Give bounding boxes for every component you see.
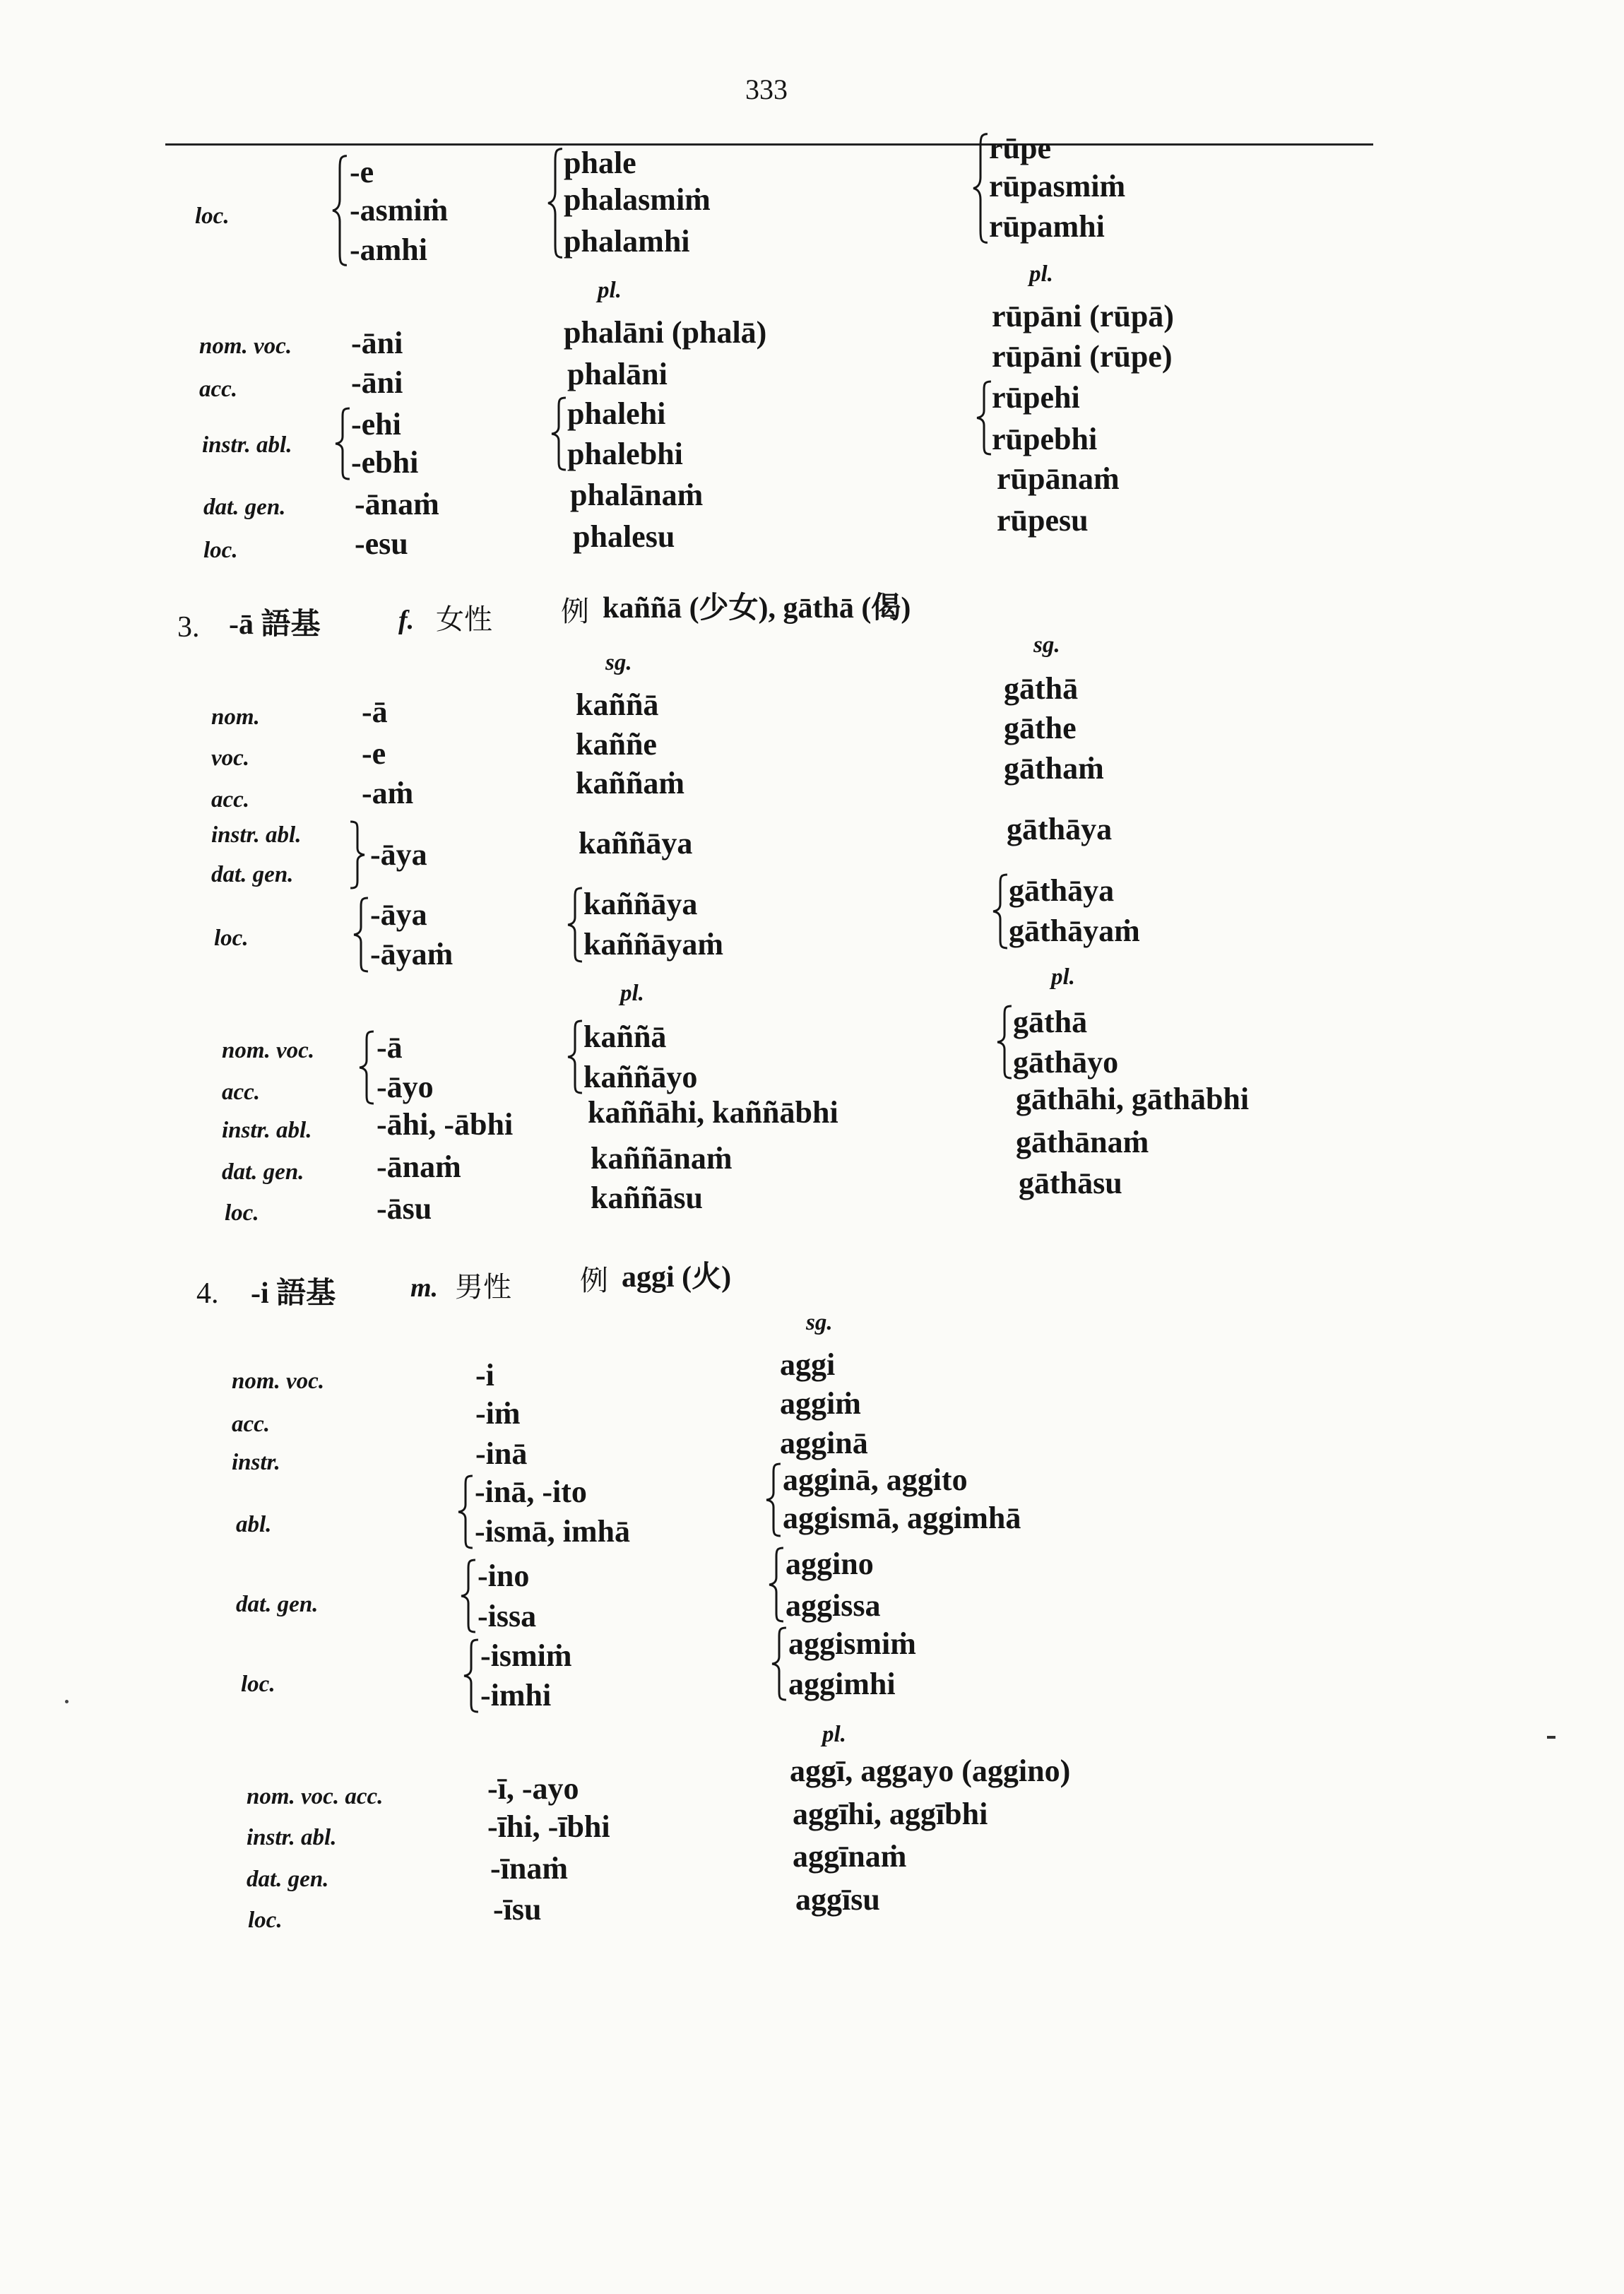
- example-words: aggi (火): [622, 1261, 732, 1294]
- form-gatha: gāthāsu: [1019, 1166, 1122, 1200]
- number-label-pl: pl.: [598, 278, 622, 303]
- ending: -ebhi: [351, 445, 419, 480]
- case-label: abl.: [236, 1512, 272, 1537]
- case-label: acc.: [211, 787, 250, 812]
- left-brace: [335, 408, 350, 480]
- case-label: loc.: [225, 1200, 259, 1226]
- left-brace: [359, 1031, 374, 1104]
- form-rupa: rūpe: [989, 131, 1051, 165]
- form-kanna: kaññāyaṁ: [583, 927, 724, 962]
- number-label-pl: pl.: [822, 1722, 846, 1747]
- form-phala: phalāni (phalā): [564, 315, 767, 350]
- ending: -inā, -ito: [475, 1474, 587, 1509]
- form-aggi: aggismā, aggimhā: [783, 1501, 1021, 1535]
- number-label-sg: sg.: [605, 650, 632, 675]
- form-rupa: rūpehi: [992, 380, 1080, 415]
- case-label: acc.: [222, 1080, 261, 1105]
- example-marker: 例: [580, 1265, 608, 1296]
- ending: -āyaṁ: [370, 937, 454, 971]
- ending: -īhi, -ībhi: [487, 1809, 610, 1844]
- left-brace: [458, 1475, 473, 1549]
- left-brace: [353, 897, 369, 972]
- left-brace: [332, 155, 348, 266]
- ending: -ānaṁ: [355, 487, 439, 521]
- left-brace: [771, 1627, 787, 1701]
- case-label: dat. gen.: [222, 1159, 304, 1185]
- form-phala: phalehi: [567, 396, 666, 431]
- form-phala: phale: [564, 146, 636, 180]
- form-rupa: rūpasmiṁ: [989, 169, 1126, 203]
- ending: -ānaṁ: [377, 1149, 461, 1184]
- ending: -āsu: [377, 1191, 432, 1226]
- ending: -i: [475, 1358, 494, 1393]
- left-brace: [973, 133, 988, 244]
- form-aggi: aggi: [780, 1347, 836, 1382]
- form-kanna: kaññānaṁ: [591, 1141, 733, 1176]
- case-label: nom.: [211, 704, 260, 730]
- ending: -e: [350, 155, 374, 189]
- case-label: loc.: [214, 926, 249, 951]
- form-kanna: kaññā: [583, 1019, 667, 1054]
- case-label: nom. voc. acc.: [247, 1784, 384, 1809]
- case-label: instr. abl.: [247, 1825, 337, 1850]
- left-brace: [547, 148, 563, 259]
- form-kanna: kaññāhi, kaññābhi: [588, 1095, 838, 1130]
- ending: -īnaṁ: [490, 1851, 568, 1886]
- ending: -asmiṁ: [350, 193, 449, 227]
- form-aggi: aggino: [786, 1547, 874, 1581]
- ending: -ismiṁ: [480, 1638, 572, 1673]
- case-label: dat. gen.: [203, 495, 286, 520]
- form-rupa: rūpamhi: [989, 209, 1105, 244]
- case-label: dat. gen.: [211, 862, 294, 887]
- form-phala: phalamhi: [564, 224, 690, 259]
- ending: -āya: [370, 837, 427, 872]
- form-gatha: gāthāyo: [1013, 1045, 1119, 1080]
- form-aggi: aggismiṁ: [788, 1626, 916, 1661]
- ending: -aṁ: [362, 776, 414, 810]
- form-rupa: rūpāni (rūpe): [992, 339, 1173, 374]
- case-label: instr. abl.: [211, 822, 302, 848]
- left-brace: [766, 1463, 781, 1537]
- form-rupa: rūpānaṁ: [997, 461, 1120, 496]
- case-label: nom. voc.: [199, 333, 292, 359]
- form-rupa: rūpāni (rūpā): [992, 299, 1174, 333]
- form-phala: phalāni: [567, 357, 668, 391]
- form-phala: phalesu: [573, 519, 675, 554]
- section-number: 3.: [177, 611, 200, 644]
- ending: -āni: [351, 326, 403, 360]
- left-brace: [997, 1005, 1012, 1079]
- ending: -īsu: [493, 1892, 542, 1927]
- gender: 女性: [436, 603, 492, 635]
- header-rule: [165, 143, 1373, 146]
- form-kanna: kaññe: [576, 727, 657, 762]
- form-gatha: gāthaṁ: [1004, 751, 1104, 786]
- form-aggi: aggīhi, aggībhi: [793, 1797, 988, 1831]
- form-aggi: aggīnaṁ: [793, 1839, 907, 1874]
- ending: -āya: [370, 897, 427, 932]
- right-brace: [350, 821, 365, 889]
- left-brace: [992, 874, 1008, 949]
- ending: -ā: [362, 694, 388, 729]
- ending: -issa: [478, 1599, 537, 1633]
- page-number: 333: [745, 73, 788, 105]
- ending: -āhi, -ābhi: [377, 1107, 514, 1142]
- form-phala: phalānaṁ: [570, 478, 704, 512]
- form-rupa: rūpesu: [997, 503, 1089, 538]
- left-brace: [769, 1547, 784, 1622]
- form-gatha: gāthāyaṁ: [1009, 914, 1140, 948]
- form-kanna: kaññāya: [579, 826, 693, 861]
- case-label: instr.: [232, 1450, 280, 1475]
- ending: -ā: [377, 1030, 403, 1065]
- case-label: acc.: [232, 1412, 271, 1437]
- section-number: 4.: [196, 1277, 219, 1310]
- case-label: dat. gen.: [247, 1867, 329, 1892]
- form-aggi: aggimhi: [788, 1667, 896, 1701]
- case-label: voc.: [211, 745, 250, 771]
- ending: -ī, -ayo: [487, 1771, 579, 1806]
- ending: -ismā, imhā: [475, 1514, 630, 1549]
- number-label-pl: pl.: [1051, 964, 1075, 990]
- form-aggi: aggīsu: [795, 1882, 880, 1917]
- gender-abbr: f.: [398, 605, 415, 635]
- section-stem: -ā 語基: [229, 608, 321, 641]
- case-label: nom. voc.: [232, 1368, 325, 1394]
- form-aggi: aggī, aggayo (aggino): [790, 1754, 1071, 1788]
- case-label: loc.: [203, 538, 238, 563]
- left-brace: [551, 397, 567, 471]
- case-label-loc: loc.: [195, 203, 230, 229]
- ending: -imhi: [480, 1678, 552, 1713]
- left-brace: [463, 1639, 479, 1713]
- form-aggi: agginā: [780, 1426, 868, 1460]
- section-stem: -i 語基: [251, 1277, 336, 1310]
- scan-speck: [1547, 1736, 1555, 1739]
- form-gatha: gāthā: [1013, 1005, 1088, 1039]
- form-aggi: agginā, aggito: [783, 1462, 968, 1497]
- ending: -ino: [478, 1559, 530, 1593]
- ending: -iṁ: [475, 1396, 521, 1431]
- form-gatha: gāthāya: [1007, 812, 1113, 846]
- number-label-sg: sg.: [1033, 632, 1060, 658]
- case-label: loc.: [248, 1908, 283, 1933]
- ending: -esu: [355, 526, 408, 561]
- case-label: nom. voc.: [222, 1038, 315, 1063]
- form-gatha: gāthāya: [1009, 873, 1115, 908]
- case-label: dat. gen.: [236, 1592, 319, 1617]
- case-label: loc.: [241, 1672, 275, 1697]
- form-aggi: aggissa: [786, 1588, 881, 1623]
- number-label-pl: pl.: [1029, 261, 1053, 287]
- left-brace: [567, 887, 583, 962]
- form-kanna: kaññāsu: [591, 1181, 704, 1215]
- example-marker: 例: [561, 596, 589, 627]
- ending: -amhi: [350, 232, 427, 267]
- form-kanna: kaññaṁ: [576, 766, 685, 800]
- form-rupa: rūpebhi: [992, 422, 1098, 456]
- case-label: instr. abl.: [202, 432, 292, 458]
- example-words: kaññā (少女), gāthā (偈): [603, 592, 911, 625]
- form-phala: phalebhi: [567, 437, 683, 471]
- form-gatha: gāthā: [1004, 671, 1079, 706]
- form-aggi: aggiṁ: [780, 1386, 861, 1421]
- scan-speck: [65, 1700, 69, 1703]
- left-brace: [567, 1020, 583, 1094]
- left-brace: [461, 1559, 476, 1633]
- form-kanna: kaññāya: [583, 887, 698, 921]
- number-label-sg: sg.: [806, 1310, 833, 1335]
- form-gatha: gāthāhi, gāthābhi: [1016, 1082, 1250, 1116]
- ending: -āyo: [377, 1070, 434, 1104]
- case-label: instr. abl.: [222, 1118, 312, 1143]
- gender-abbr: m.: [410, 1273, 439, 1303]
- left-brace: [976, 381, 992, 455]
- number-label-pl: pl.: [620, 981, 644, 1006]
- form-kanna: kaññāyo: [583, 1060, 698, 1094]
- case-label: acc.: [199, 377, 238, 402]
- ending: -inā: [475, 1436, 528, 1471]
- form-phala: phalasmiṁ: [564, 182, 711, 217]
- form-kanna: kaññā: [576, 687, 659, 722]
- ending: -e: [362, 736, 386, 771]
- form-gatha: gāthānaṁ: [1016, 1125, 1149, 1159]
- ending: -āni: [351, 365, 403, 400]
- ending: -ehi: [351, 407, 401, 442]
- form-gatha: gāthe: [1004, 711, 1077, 745]
- gender: 男性: [455, 1271, 511, 1303]
